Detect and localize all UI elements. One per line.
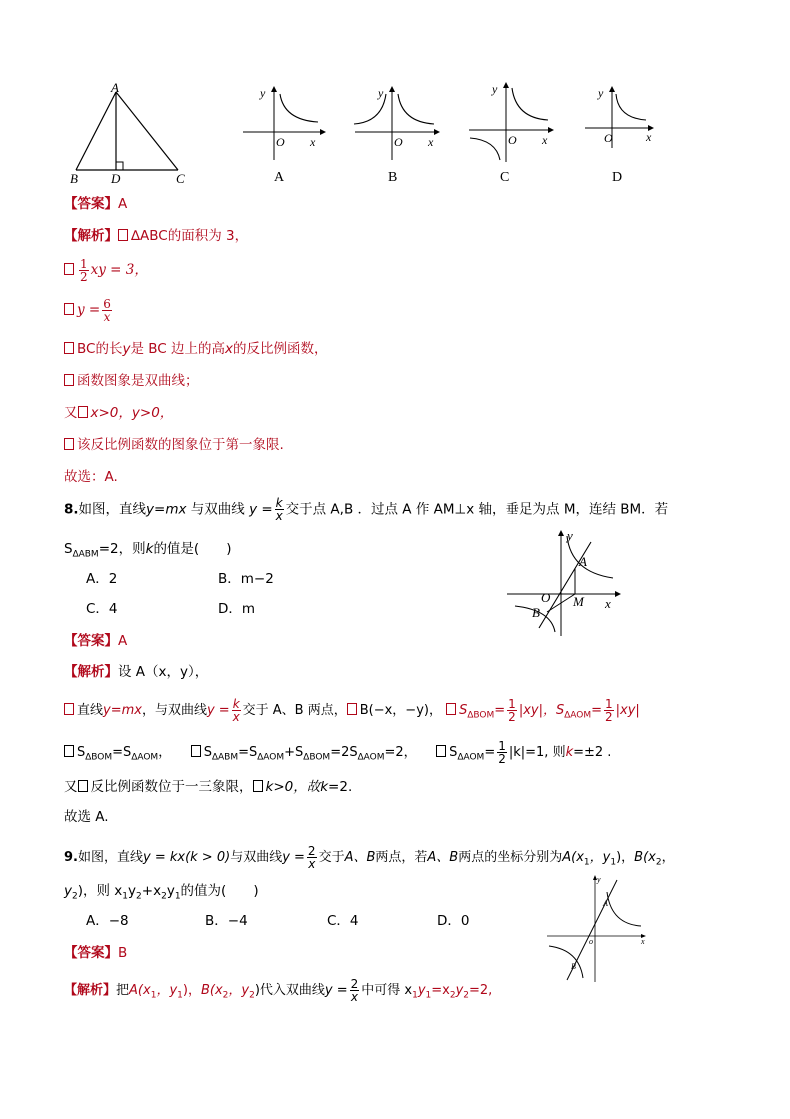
graph-b-o: O bbox=[394, 135, 403, 149]
graph-a-y: y bbox=[260, 86, 266, 100]
q9-stem-line-2: $y_2$)，则 $x_1y_2+x_2y_1$的值为( ) bbox=[64, 883, 259, 902]
q7-analysis-line-7: 该反比例函数的图象位于第一象限. bbox=[64, 436, 284, 454]
q7-analysis-line-1 bbox=[64, 227, 248, 245]
therefore-icon bbox=[64, 342, 74, 354]
q8-stem-line-2: $S_{\Delta ABM}=2$，则k的值是( ) bbox=[64, 541, 232, 560]
because-icon bbox=[78, 406, 88, 418]
q8-option-b[interactable]: B．m−2 bbox=[218, 571, 274, 587]
q9-option-a[interactable]: A．−8 bbox=[86, 913, 129, 929]
q7-analysis-line-5: 函数图象是双曲线； bbox=[64, 372, 199, 390]
q8-option-c[interactable]: C．4 bbox=[86, 601, 118, 617]
graph-caption-c: C bbox=[500, 170, 510, 185]
graph-d-y: y bbox=[598, 86, 604, 100]
q8-fig-b: B bbox=[532, 605, 540, 620]
q8-analysis-line-1: 【解析】设 A（x，y）， bbox=[64, 664, 209, 680]
q7-analysis-line-4: BC的长y是 BC 边上的高x的反比例函数， bbox=[64, 340, 328, 358]
graph-option-b bbox=[352, 84, 442, 164]
graph-caption-d: D bbox=[612, 170, 623, 185]
triangle-figure bbox=[66, 82, 196, 187]
graph-option-d bbox=[582, 84, 662, 164]
q9-fig-x: x bbox=[641, 937, 645, 946]
triangle-label-b: B bbox=[70, 171, 78, 186]
triangle-label-a: A bbox=[111, 82, 119, 95]
therefore-icon bbox=[64, 374, 74, 386]
q8-fig-o: O bbox=[541, 590, 551, 605]
q7-answer-tag: 【答案】 bbox=[64, 196, 118, 212]
q8-figure bbox=[505, 528, 627, 638]
q9-stem-line-1: 9.如图，直线y = kx(k > 0)与双曲线y = $\frac{2}{x}$ 交于A、B两点，若A、B两点的坐标分别为$A(x_1$，$y_1$)，$B(x_2$， bbox=[64, 844, 675, 871]
q8-fig-a: A bbox=[579, 554, 587, 569]
q7-answer bbox=[64, 195, 127, 213]
q9-option-b[interactable]: B．−4 bbox=[205, 913, 248, 929]
graph-c-y: y bbox=[492, 82, 498, 96]
graph-caption-a: A bbox=[274, 170, 285, 185]
q7-analysis-tag: 【解析】 bbox=[64, 228, 118, 244]
q8-fig-x: x bbox=[605, 596, 611, 611]
graph-option-a bbox=[238, 84, 328, 164]
q9-fig-y: y bbox=[597, 875, 601, 884]
graph-d-x: x bbox=[646, 130, 652, 144]
q9-fig-b: B bbox=[571, 962, 576, 971]
graph-option-c bbox=[466, 80, 556, 164]
q7-l1: ∆ABC的面积为 3， bbox=[131, 228, 249, 244]
triangle-label-c: C bbox=[176, 171, 185, 186]
therefore-icon bbox=[64, 263, 74, 275]
q7-analysis-line-6: 又 x>0，y>0， bbox=[64, 405, 174, 421]
q7-l2: xy = 3， bbox=[90, 262, 148, 278]
q8-analysis-line-5: 故选 A. bbox=[64, 809, 109, 825]
fraction-half: $\frac{1}{2}$ bbox=[80, 257, 88, 284]
graph-a-x: x bbox=[310, 135, 316, 149]
q7-analysis-line-2 bbox=[64, 258, 148, 283]
q8-analysis-line-3: $S_{\Delta BOM}=S_{\Delta AOM}$， $S_{\Delta ABM}=S_{\Delta AOM}+S_{\Delta BOM}=2S_{\Delta AOM}=2$， $S_{\Delta AOM}=$ $\frac{1}{2}$ |k|=1, 则k=±2 . bbox=[64, 740, 611, 767]
q8-analysis-line-2: 直线y=mx，与双曲线y = $\frac{k}{x}$ 交于 A、B 两点， B(−x，−y)， $S_{\Delta BOM}=$ $\frac{1}{2}$ |xy|，$S_{\Delta AOM}=$ $\frac{1}{2}$ |xy| bbox=[64, 698, 640, 725]
q7-analysis-line-8: 故选：A. bbox=[64, 469, 118, 485]
q9-fig-o: o bbox=[589, 937, 593, 946]
q8-answer: 【答案】A bbox=[64, 633, 128, 649]
q8-option-d[interactable]: D．m bbox=[218, 601, 256, 617]
graph-b-y: y bbox=[378, 86, 384, 100]
triangle-label-d: D bbox=[111, 171, 121, 186]
q8-stem-line-1: 8.如图，直线y=mx 与双曲线 y = $\frac{k}{x}$ 交于点 A,B ．过点 A 作 AM⊥x 轴，垂足为点 M，连结 BM．若 bbox=[64, 496, 669, 523]
q9-option-d[interactable]: D．0 bbox=[437, 913, 470, 929]
therefore-icon bbox=[118, 229, 128, 241]
therefore-icon bbox=[64, 438, 74, 450]
fraction-6-over-x: $\frac{6}{x}$ bbox=[103, 297, 111, 324]
graph-caption-b: B bbox=[388, 170, 398, 185]
graph-d-o: O bbox=[604, 131, 613, 145]
graph-a-o: O bbox=[276, 135, 285, 149]
q9-analysis-line-1: 【解析】把$A(x_1$，$y_1$)，$B(x_2$，$y_2$)代入双曲线y = $\frac{2}{x}$ 中可得 $x_1y_1=x_2y_2=2$, bbox=[64, 977, 493, 1004]
q9-fig-a: A bbox=[603, 899, 608, 908]
q8-analysis-line-4: 又 反比例函数位于一三象限， k>0，故k=2. bbox=[64, 779, 353, 795]
q8-fig-y: y bbox=[567, 528, 573, 543]
therefore-icon bbox=[64, 303, 74, 315]
q7-answer-value: A bbox=[118, 196, 128, 212]
q8-option-a[interactable]: A．2 bbox=[86, 571, 118, 587]
q7-l3-lhs: y = bbox=[77, 302, 101, 318]
q9-option-c[interactable]: C．4 bbox=[327, 913, 359, 929]
q8-fig-m: M bbox=[573, 594, 584, 609]
q7-analysis-line-3 bbox=[64, 298, 114, 323]
graph-c-x: x bbox=[542, 133, 548, 147]
graph-b-x: x bbox=[428, 135, 434, 149]
graph-c-o: O bbox=[508, 133, 517, 147]
q9-answer: 【答案】B bbox=[64, 945, 128, 961]
q9-figure bbox=[545, 874, 650, 984]
